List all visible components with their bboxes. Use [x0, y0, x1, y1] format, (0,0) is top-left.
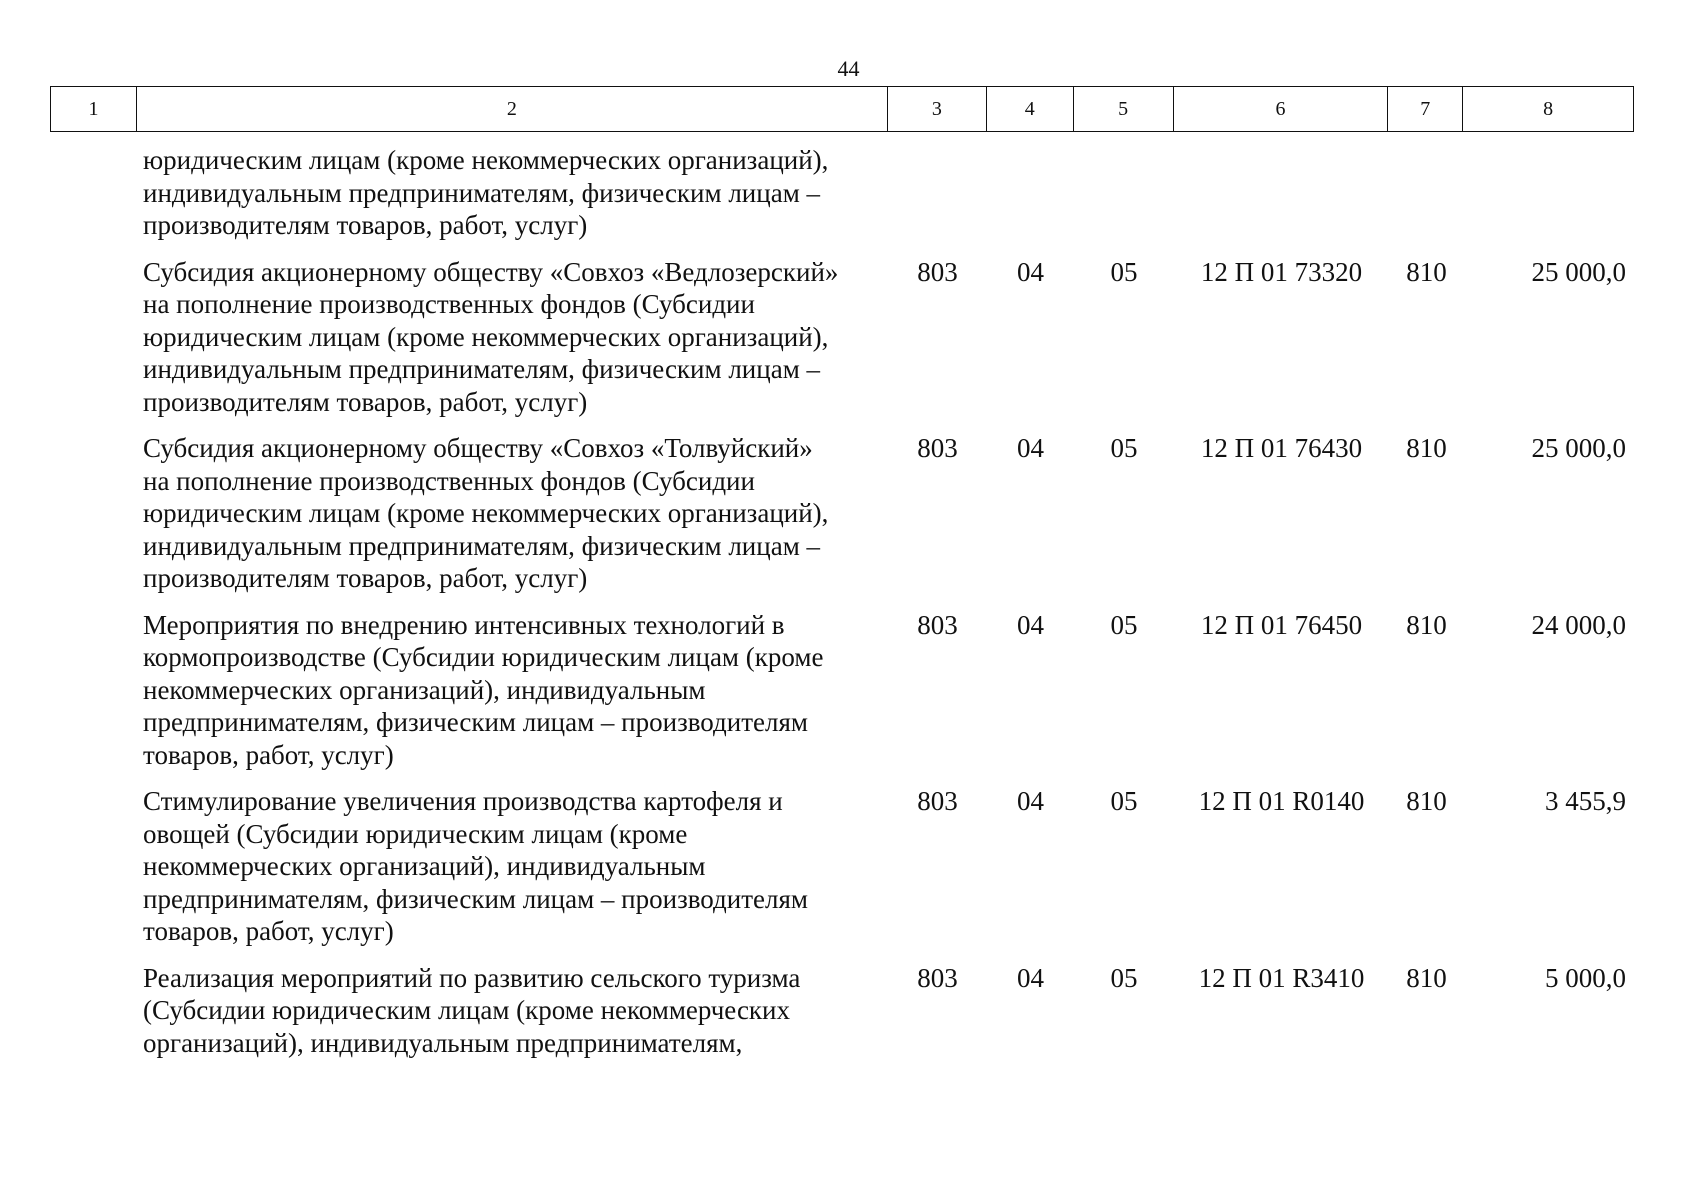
- row-target-code: 12 П 01 76430: [1200, 433, 1363, 463]
- row-amount: 25 000,0: [1531, 433, 1626, 463]
- row-col-4: 04: [1017, 962, 1044, 993]
- row-col-4: [987, 144, 1074, 242]
- description-line: Мероприятия по внедрению интенсивных технологий в: [143, 609, 785, 640]
- table-row: [50, 432, 1634, 595]
- row-col-5: 05: [1110, 433, 1138, 463]
- description-line: индивидуальным предпринимателям, физическим лицам –: [143, 530, 821, 561]
- description-line: организаций), индивидуальным предпринимателям,: [143, 1027, 743, 1058]
- description-line: юридическим лицам (кроме некоммерческих организаций),: [143, 498, 829, 528]
- row-amount: 25 000,0: [1531, 256, 1626, 287]
- row-col-3: 803: [917, 256, 958, 287]
- row-target-code: 12 П 01 R0140: [1198, 786, 1365, 816]
- description-line: кормопроизводстве (Субсидии юридическим лицам (кроме: [143, 642, 824, 672]
- row-description: [50, 144, 888, 242]
- description-line: индивидуальным предпринимателям, физическим лицам –: [143, 177, 821, 208]
- row-col-3: 803: [917, 786, 958, 816]
- table-header: [50, 86, 1634, 132]
- table-row: [50, 144, 1634, 242]
- row-col-4: 04: [1017, 786, 1044, 816]
- row-description: [50, 256, 888, 419]
- row-col-5: 05: [1110, 256, 1138, 287]
- table-row: [50, 962, 1634, 1060]
- header-col-5: 5: [1074, 87, 1174, 131]
- table-row: [50, 785, 1634, 948]
- row-expense-type: 810: [1406, 962, 1447, 993]
- description-line: юридическим лицам (кроме некоммерческих организаций),: [143, 145, 829, 175]
- description-line: Стимулирование увеличения производства картофеля и: [143, 786, 783, 816]
- table-body: [50, 144, 1634, 1073]
- row-target-code: [1174, 144, 1389, 242]
- description-line: производителям товаров, работ, услуг): [143, 210, 588, 240]
- row-col-4: 04: [1017, 609, 1044, 640]
- description-line: на пополнение производственных фондов (Субсидии: [143, 465, 755, 496]
- description-line: товаров, работ, услуг): [143, 739, 394, 770]
- row-col-4: 04: [1017, 256, 1044, 287]
- row-target-code: 12 П 01 76450: [1200, 609, 1363, 640]
- description-line: юридическим лицам (кроме некоммерческих организаций),: [143, 321, 829, 352]
- row-description: [50, 785, 888, 948]
- description-line: на пополнение производственных фондов (Субсидии: [143, 289, 755, 319]
- description-line: некоммерческих организаций), индивидуальным: [143, 851, 706, 881]
- row-col-3: 803: [917, 962, 958, 993]
- description-line: предпринимателям, физическим лицам – производителям: [143, 883, 808, 914]
- description-line: овощей (Субсидии юридическим лицам (кроме: [143, 818, 688, 849]
- header-col-2: 2: [137, 87, 888, 131]
- description-line: предпринимателям, физическим лицам – производителям: [143, 707, 808, 737]
- row-col-3: 803: [917, 433, 958, 463]
- row-col-3: [888, 144, 987, 242]
- header-col-7: 7: [1388, 87, 1463, 131]
- table-row: [50, 256, 1634, 419]
- row-target-code: 12 П 01 73320: [1200, 256, 1363, 287]
- row-col-3: 803: [917, 609, 958, 640]
- row-col-5: 05: [1110, 609, 1138, 640]
- header-col-8: 8: [1543, 97, 1554, 120]
- description-line: некоммерческих организаций), индивидуальным: [143, 674, 706, 705]
- row-amount: 3 455,9: [1545, 786, 1626, 816]
- description-line: Субсидия акционерному обществу «Совхоз «Толвуйский»: [143, 433, 813, 463]
- row-amount: [1464, 144, 1634, 242]
- header-col-4: 4: [987, 87, 1074, 131]
- description-line: индивидуальным предпринимателям, физическим лицам –: [143, 354, 821, 384]
- row-col-5: 05: [1110, 962, 1138, 993]
- header-col-3: 3: [888, 87, 987, 131]
- row-description: [50, 609, 888, 772]
- description-line: Субсидия акционерному обществу «Совхоз «Ведлозерский»: [143, 256, 839, 287]
- description-line: Реализация мероприятий по развитию сельского туризма: [143, 962, 801, 993]
- row-description: [50, 432, 888, 595]
- description-line: производителям товаров, работ, услуг): [143, 386, 588, 417]
- row-col-4: 04: [1017, 433, 1044, 463]
- row-target-code: 12 П 01 R3410: [1198, 962, 1365, 993]
- row-col-5: [1074, 144, 1174, 242]
- row-expense-type: 810: [1406, 786, 1447, 816]
- page-number: 44: [837, 56, 860, 81]
- header-col-6: 6: [1174, 87, 1389, 131]
- header-col-1: 1: [51, 87, 137, 131]
- description-line: товаров, работ, услуг): [143, 916, 394, 946]
- row-expense-type: [1389, 144, 1464, 242]
- table-row: [50, 609, 1634, 772]
- row-expense-type: 810: [1406, 609, 1447, 640]
- description-line: производителям товаров, работ, услуг): [143, 563, 588, 593]
- row-expense-type: 810: [1406, 256, 1447, 287]
- description-line: (Субсидии юридическим лицам (кроме некоммерческих: [143, 995, 790, 1025]
- row-amount: 24 000,0: [1531, 609, 1626, 640]
- row-description: [50, 962, 888, 1060]
- row-expense-type: 810: [1406, 433, 1447, 463]
- row-amount: 5 000,0: [1545, 962, 1626, 993]
- row-col-5: 05: [1110, 786, 1138, 816]
